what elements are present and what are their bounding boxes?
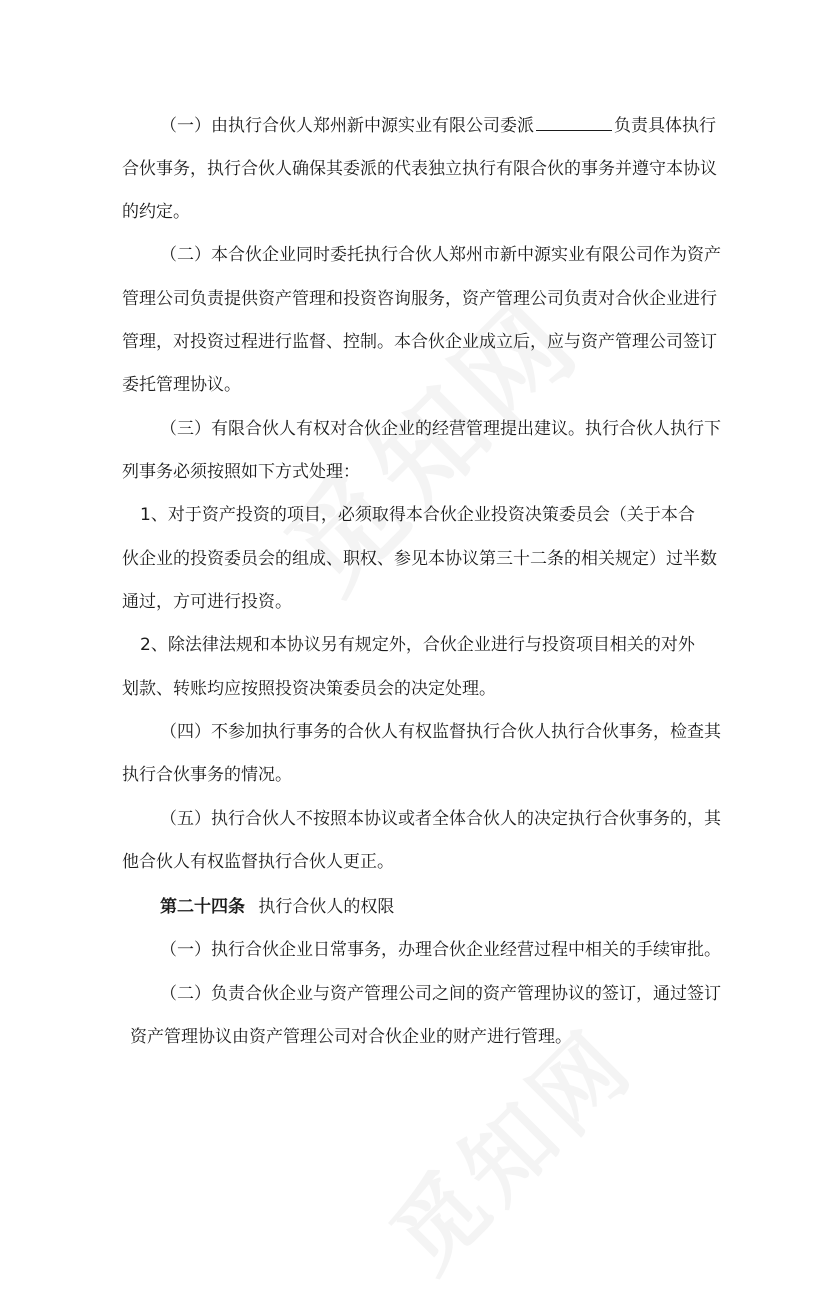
paragraph-line: 委托管理协议。 xyxy=(122,375,241,395)
paragraph-line: 列事务必须按照如下方式处理： xyxy=(122,462,360,482)
paragraph-line xyxy=(160,113,716,138)
paragraph-line: 资产管理协议由资产管理公司对合伙企业的财产进行管理。 xyxy=(130,1027,572,1047)
article-number: 第二十四条 xyxy=(160,897,245,917)
article-heading xyxy=(160,895,394,919)
paragraph-line: 2、除法律法规和本协议另有规定外，合伙企业进行与投资项目相关的对外 xyxy=(140,635,695,655)
paragraph-line: （五）执行合伙人不按照本协议或者全体合伙人的决定执行合伙事务的，其 xyxy=(160,809,721,829)
paragraph-line: （一）执行合伙企业日常事务，办理合伙企业经营过程中相关的手续审批。 xyxy=(160,940,721,960)
article-title: 执行合伙人的权限 xyxy=(258,897,395,917)
paragraph-line: （二）本合伙企业同时委托执行合伙人郑州市新中源实业有限公司作为资产 xyxy=(160,245,721,265)
paragraph-line: （二）负责合伙企业与资产管理公司之间的资产管理协议的签订，通过签订 xyxy=(160,984,721,1004)
paragraph-line: 管理，对投资过程进行监督、控制。本合伙企业成立后，应与资产管理公司签订 xyxy=(122,332,717,352)
paragraph-line: 的约定。 xyxy=(122,202,190,222)
blank-fill-line xyxy=(536,113,612,131)
paragraph-line: 执行合伙事务的情况。 xyxy=(122,765,292,785)
paragraph-text: 负责具体执行 xyxy=(614,116,716,136)
paragraph-line: 通过，方可进行投资。 xyxy=(122,592,292,612)
paragraph-line: 伙企业的投资委员会的组成、职权、参见本协议第三十二条的相关规定）过半数 xyxy=(122,549,717,569)
paragraph-text: （一）由执行合伙人郑州新中源实业有限公司委派 xyxy=(160,116,534,136)
paragraph-line: 管理公司负责提供资产管理和投资咨询服务，资产管理公司负责对合伙企业进行 xyxy=(122,289,717,309)
paragraph-line: （三）有限合伙人有权对合伙企业的经营管理提出建议。执行合伙人执行下 xyxy=(160,419,721,439)
paragraph-line: 1、对于资产投资的项目，必须取得本合伙企业投资决策委员会（关于本合 xyxy=(140,505,695,525)
paragraph-line: 他合伙人有权监督执行合伙人更正。 xyxy=(122,852,394,872)
paragraph-line: 合伙事务，执行合伙人确保其委派的代表独立执行有限合伙的事务并遵守本协议 xyxy=(122,159,717,179)
paragraph-line: （四）不参加执行事务的合伙人有权监督执行合伙人执行合伙事务，检查其 xyxy=(160,722,721,742)
paragraph-line: 划款、转账均应按照投资决策委员会的决定处理。 xyxy=(122,679,496,699)
